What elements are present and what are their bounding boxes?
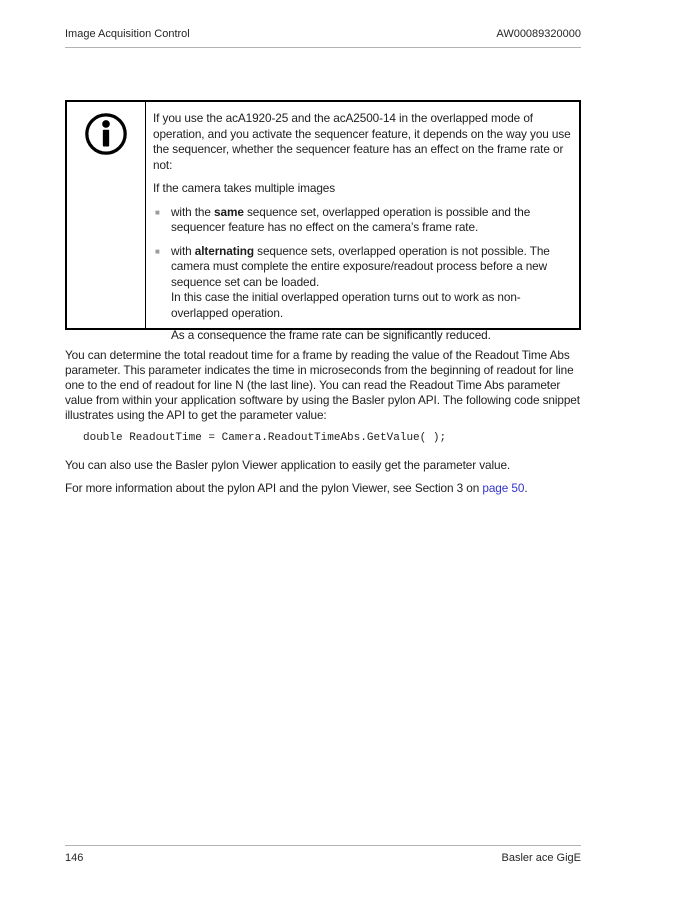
page-footer xyxy=(65,852,581,864)
bullet-square-icon: ■ xyxy=(155,246,160,256)
page-header xyxy=(65,28,581,40)
bullet-item xyxy=(153,244,571,344)
more-info-period: . xyxy=(524,481,528,495)
body-paragraph-pylon-viewer: You can also use the Basler pylon Viewer application to easily get the parameter value. xyxy=(65,458,511,472)
bullet-text-post: sequence set, overlapped operation is possible and the sequencer feature has no effect on the camera’s frame rate. xyxy=(171,204,531,234)
bullet-text-line2: In this case the initial overlapped operation turns out to work as non-overlapped operation. xyxy=(171,290,521,320)
header-doc-number: AW00089320000 xyxy=(496,28,581,40)
bullet-text xyxy=(171,244,571,344)
bullet-text xyxy=(171,205,571,236)
info-icon xyxy=(83,111,129,328)
link-page-50[interactable]: page 50 xyxy=(482,481,525,495)
bullet-item xyxy=(153,205,571,236)
bullet-text-bold: same xyxy=(214,204,244,219)
note-bullet-list xyxy=(153,205,571,344)
header-rule xyxy=(65,47,581,48)
body-paragraph-more-info xyxy=(65,481,581,496)
bullet-square-icon: ■ xyxy=(155,207,160,217)
body-paragraph-readout-time: You can determine the total readout time for a frame by reading the value of the Readout Time Abs parameter. This parameter indicates the time in microseconds from the beginning of readout for line one to the end of readout for line N (the last line). You can read the Readout Time Abs parameter value from within your application software by using the Basler pylon API. The following code snippet illustrates using the API to get the parameter value: xyxy=(65,348,580,422)
bullet-text-post: sequence sets, overlapped operation is not possible. The camera must complete the entire exposure/readout process before a new sequence set can be loaded. xyxy=(171,243,550,289)
code-snippet: double ReadoutTime = Camera.ReadoutTimeAbs.GetValue( ); xyxy=(83,432,447,444)
bullet-text-pre: with xyxy=(171,243,195,258)
bullet-followup: As a consequence the frame rate can be significantly reduced. xyxy=(171,328,491,342)
footer-rule xyxy=(65,845,581,846)
bullet-text-bold: alternating xyxy=(194,243,254,258)
page-number: 146 xyxy=(65,852,84,864)
note-content xyxy=(146,102,579,342)
note-intro: If you use the acA1920-25 and the acA2500-14 in the overlapped mode of operation, and you activate the sequencer feature, it depends on the way you use the sequencer, whether the sequencer feature has an effect on the frame rate or not: xyxy=(153,111,571,172)
bullet-text-pre: with the xyxy=(171,204,215,219)
main-content xyxy=(65,348,581,504)
note-icon-cell xyxy=(67,102,146,328)
footer-doc-name: Basler ace GigE xyxy=(501,852,581,864)
more-info-text: For more information about the pylon API and the pylon Viewer, see Section 3 on xyxy=(65,481,483,495)
header-section-title: Image Acquisition Control xyxy=(65,28,190,40)
note-condition: If the camera takes multiple images xyxy=(153,181,336,195)
note-box xyxy=(65,100,581,342)
